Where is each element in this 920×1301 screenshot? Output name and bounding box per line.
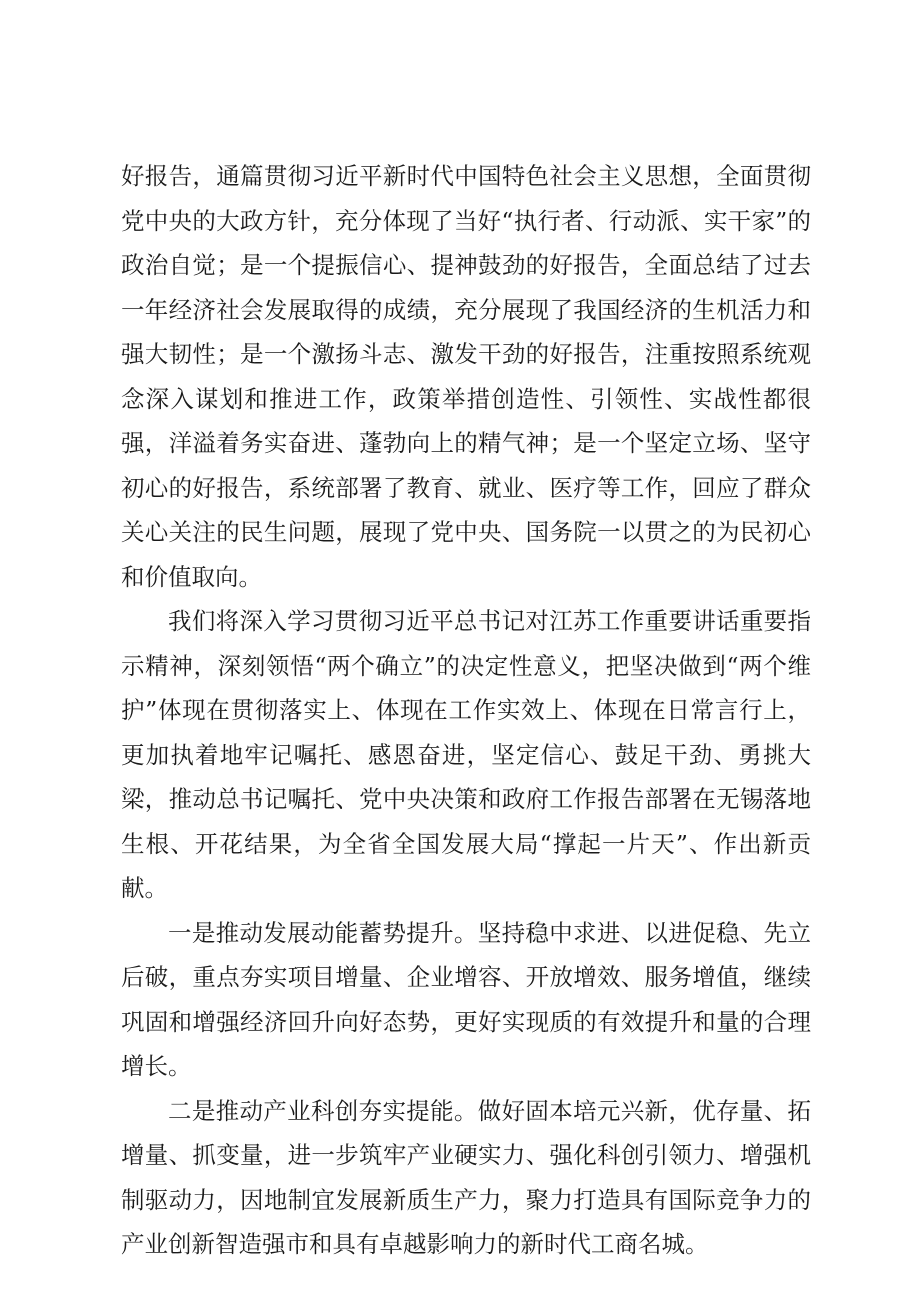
- text-line: 动总书记嘱托、党中央决策和政府工作报告部署在无锡落地生根、开: [121, 785, 812, 858]
- text-line: 好报告，通篇贯彻习近平新时代中国特色社会主义思想，全面贯彻党: [121, 162, 811, 235]
- text-line: 经济社会发展取得的成绩，充分展现了我国经济的生机活力和强大韧: [121, 295, 812, 368]
- text-line: 驱动力，因地制宜发展新质生产力，聚力打造具有国际竞争力的产业: [121, 1185, 812, 1258]
- text-line: 我们将深入学习贯彻习近平总书记对江苏工作重要讲话重要指: [168, 607, 811, 635]
- text-line: 护”体现在贯彻落实上、体现在工作实效上、体现在日常言行上，更: [121, 696, 811, 769]
- text-line: 加执着地牢记嘱托、感恩奋进，坚定信心、鼓足干劲、勇挑大梁，推: [121, 740, 812, 813]
- paragraph-1: [121, 154, 811, 599]
- document-body: [121, 154, 811, 1267]
- text-line: 创新智造强市和具有卓越影响力的新时代工商名城。: [168, 1230, 709, 1258]
- text-line: 划和推进工作，政策举措创造性、引领性、实战性都很强，洋溢着务: [121, 384, 812, 457]
- text-line: 实奋进、蓬勃向上的精气神；是一个坚定立场、坚守初心的好报告，: [121, 429, 812, 502]
- text-line: 二是推动产业科创夯实提能。做好固本培元兴新，优存量、拓: [168, 1096, 811, 1125]
- text-line: 系统部署了教育、就业、医疗等工作，回应了群众关心关注的民生问: [121, 473, 811, 546]
- text-line: 花结果，为全省全国发展大局“撑起一片天”、作出新贡献。: [121, 829, 812, 902]
- text-line: 治自觉；是一个提振信心、提神鼓劲的好报告，全面总结了过去一年: [121, 251, 812, 324]
- text-line: 中央的大政方针，充分体现了当好“执行者、行动派、实干家”的政: [121, 206, 812, 279]
- text-line: 性；是一个激扬斗志、激发干劲的好报告，注重按照系统观念深入谋: [121, 340, 812, 413]
- paragraph-3: [121, 911, 811, 1089]
- text-line: 增量、抓变量，进一步筑牢产业硬实力、强化科创引领力、增强机制: [121, 1141, 811, 1214]
- text-line: 题，展现了党中央、国务院一以贯之的为民初心和价值取向。: [121, 518, 812, 591]
- text-line: 后破，重点夯实项目增量、企业增容、开放增效、服务增值，继续巩: [121, 963, 811, 1036]
- paragraph-4: [121, 1089, 811, 1267]
- text-line: 一是推动发展动能蓄势提升。坚持稳中求进、以进促稳、先立: [168, 918, 811, 947]
- text-line: 固和增强经济回升向好态势，更好实现质的有效提升和量的合理增长。: [121, 1007, 812, 1080]
- text-line: 示精神，深刻领悟“两个确立”的决定性意义，把坚决做到“两个维: [121, 651, 811, 680]
- paragraph-2: [121, 599, 811, 911]
